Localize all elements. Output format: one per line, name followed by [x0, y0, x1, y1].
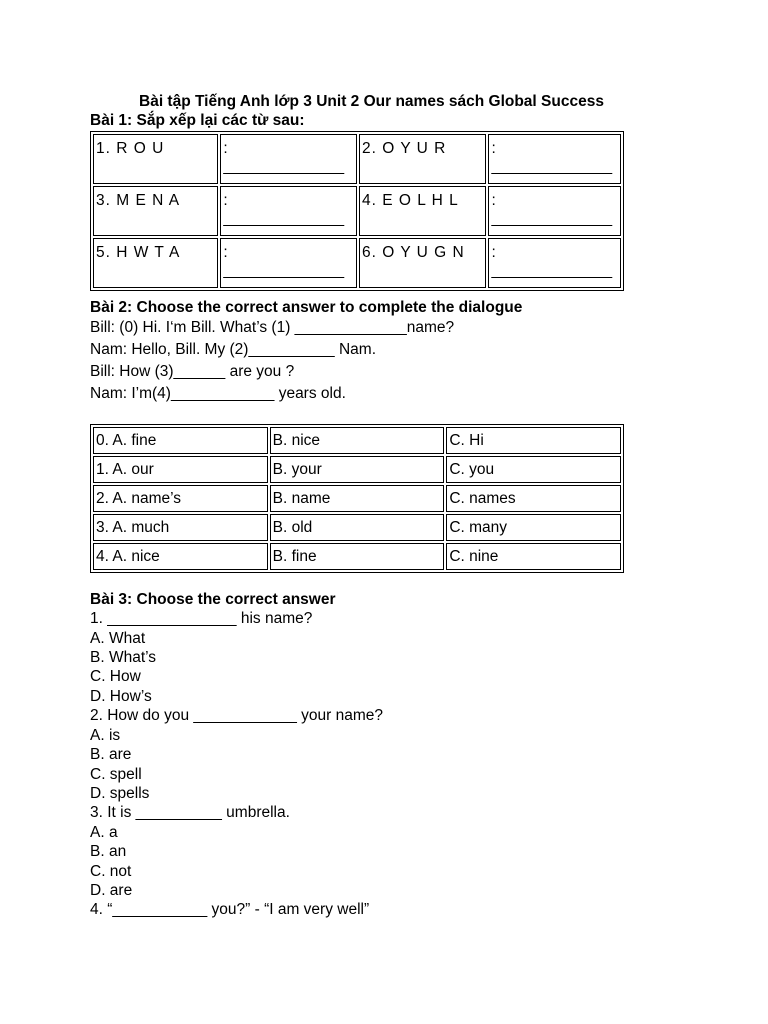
answer-blank: : ______________: [488, 186, 621, 236]
option-a: 4. A. nice: [93, 543, 268, 570]
table-row: [93, 427, 621, 454]
scrambled-word: 1. R O U: [93, 134, 218, 184]
answer-option: A. What: [90, 630, 146, 647]
exercise-2-options-table: [90, 424, 624, 573]
answer-blank: : ______________: [488, 238, 621, 288]
answer-option: C. not: [90, 863, 132, 880]
dialogue-line: Nam: I’m(4)____________ years old.: [90, 385, 346, 402]
option-b: B. fine: [270, 543, 445, 570]
option-a: 0. A. fine: [93, 427, 268, 454]
answer-option: D. How’s: [90, 688, 152, 705]
option-b: B. old: [270, 514, 445, 541]
table-row: [93, 456, 621, 483]
option-b: B. name: [270, 485, 445, 512]
answer-blank: : ______________: [220, 238, 357, 288]
answer-option: B. are: [90, 746, 132, 763]
dialogue-line: Bill: (0) Hi. I‘m Bill. What’s (1) _____________name?: [90, 319, 455, 336]
answer-option: D. are: [90, 882, 133, 899]
answer-blank: : ______________: [220, 134, 357, 184]
table-row: [93, 186, 621, 236]
answer-blank: : ______________: [220, 186, 357, 236]
option-c: C. many: [446, 514, 621, 541]
dialogue-line: Nam: Hello, Bill. My (2)__________ Nam.: [90, 341, 377, 358]
option-b: B. your: [270, 456, 445, 483]
table-row: [93, 238, 621, 288]
scrambled-word: 4. E O L H L: [359, 186, 486, 236]
question-line: 4. “___________ you?” - “I am very well”: [90, 901, 370, 918]
answer-option: C. How: [90, 668, 141, 685]
question-line: 1. _______________ his name?: [90, 610, 313, 627]
answer-blank: : ______________: [488, 134, 621, 184]
table-row: [93, 514, 621, 541]
dialogue-line: Bill: How (3)______ are you ?: [90, 363, 295, 380]
question-line: 3. It is __________ umbrella.: [90, 804, 290, 821]
answer-option: A. is: [90, 727, 121, 744]
question-line: 2. How do you ____________ your name?: [90, 707, 383, 724]
option-b: B. nice: [270, 427, 445, 454]
table-row: [93, 134, 621, 184]
exercise-3-heading: Bài 3: Choose the correct answer: [90, 591, 336, 608]
scrambled-word: 6. O Y U G N: [359, 238, 486, 288]
answer-option: D. spells: [90, 785, 150, 802]
option-c: C. you: [446, 456, 621, 483]
exercise-1-table: [90, 131, 624, 291]
answer-option: B. an: [90, 843, 127, 860]
scrambled-word: 3. M E N A: [93, 186, 218, 236]
option-a: 2. A. name’s: [93, 485, 268, 512]
option-a: 3. A. much: [93, 514, 268, 541]
option-a: 1. A. our: [93, 456, 268, 483]
answer-option: C. spell: [90, 766, 142, 783]
option-c: C. nine: [446, 543, 621, 570]
table-row: [93, 485, 621, 512]
table-row: [93, 543, 621, 570]
exercise-1-heading: Bài 1: Sắp xếp lại các từ sau:: [90, 112, 305, 129]
document-title: Bài tập Tiếng Anh lớp 3 Unit 2 Our names sách Global Success: [139, 93, 604, 110]
exercise-2-heading: Bài 2: Choose the correct answer to complete the dialogue: [90, 299, 523, 316]
answer-option: A. a: [90, 824, 118, 841]
option-c: C. Hi: [446, 427, 621, 454]
option-c: C. names: [446, 485, 621, 512]
answer-option: B. What’s: [90, 649, 157, 666]
scrambled-word: 2. O Y U R: [359, 134, 486, 184]
scrambled-word: 5. H W T A: [93, 238, 218, 288]
